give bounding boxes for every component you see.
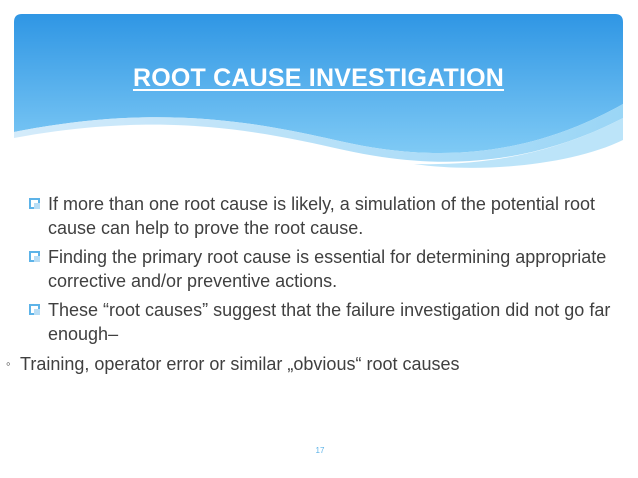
checkbox-square-icon — [29, 304, 40, 315]
page-number: 17 — [315, 446, 325, 455]
checkbox-square-icon — [29, 251, 40, 262]
circle-bullet-icon: ◦ — [6, 356, 11, 371]
slide-title: ROOT CAUSE INVESTIGATION — [132, 64, 505, 92]
header-wave-graphic — [14, 14, 623, 174]
bullet-item — [28, 245, 618, 293]
sub-bullet-item — [6, 352, 618, 376]
bullet-item — [28, 298, 618, 346]
sub-bullet-text: Training, operator error or similar „obvious“ root causes — [20, 354, 460, 374]
bullet-text: These “root causes” suggest that the failure investigation did not go far enough– — [48, 300, 611, 344]
bullet-text: If more than one root cause is likely, a simulation of the potential root cause can help to prove the root cause. — [48, 194, 595, 238]
bullet-item — [28, 192, 618, 240]
checkbox-square-icon — [29, 198, 40, 209]
bullet-text: Finding the primary root cause is essential for determining appropriate corrective and/or preventive actions. — [48, 247, 607, 291]
content-area — [6, 192, 618, 376]
header-banner — [14, 14, 623, 174]
